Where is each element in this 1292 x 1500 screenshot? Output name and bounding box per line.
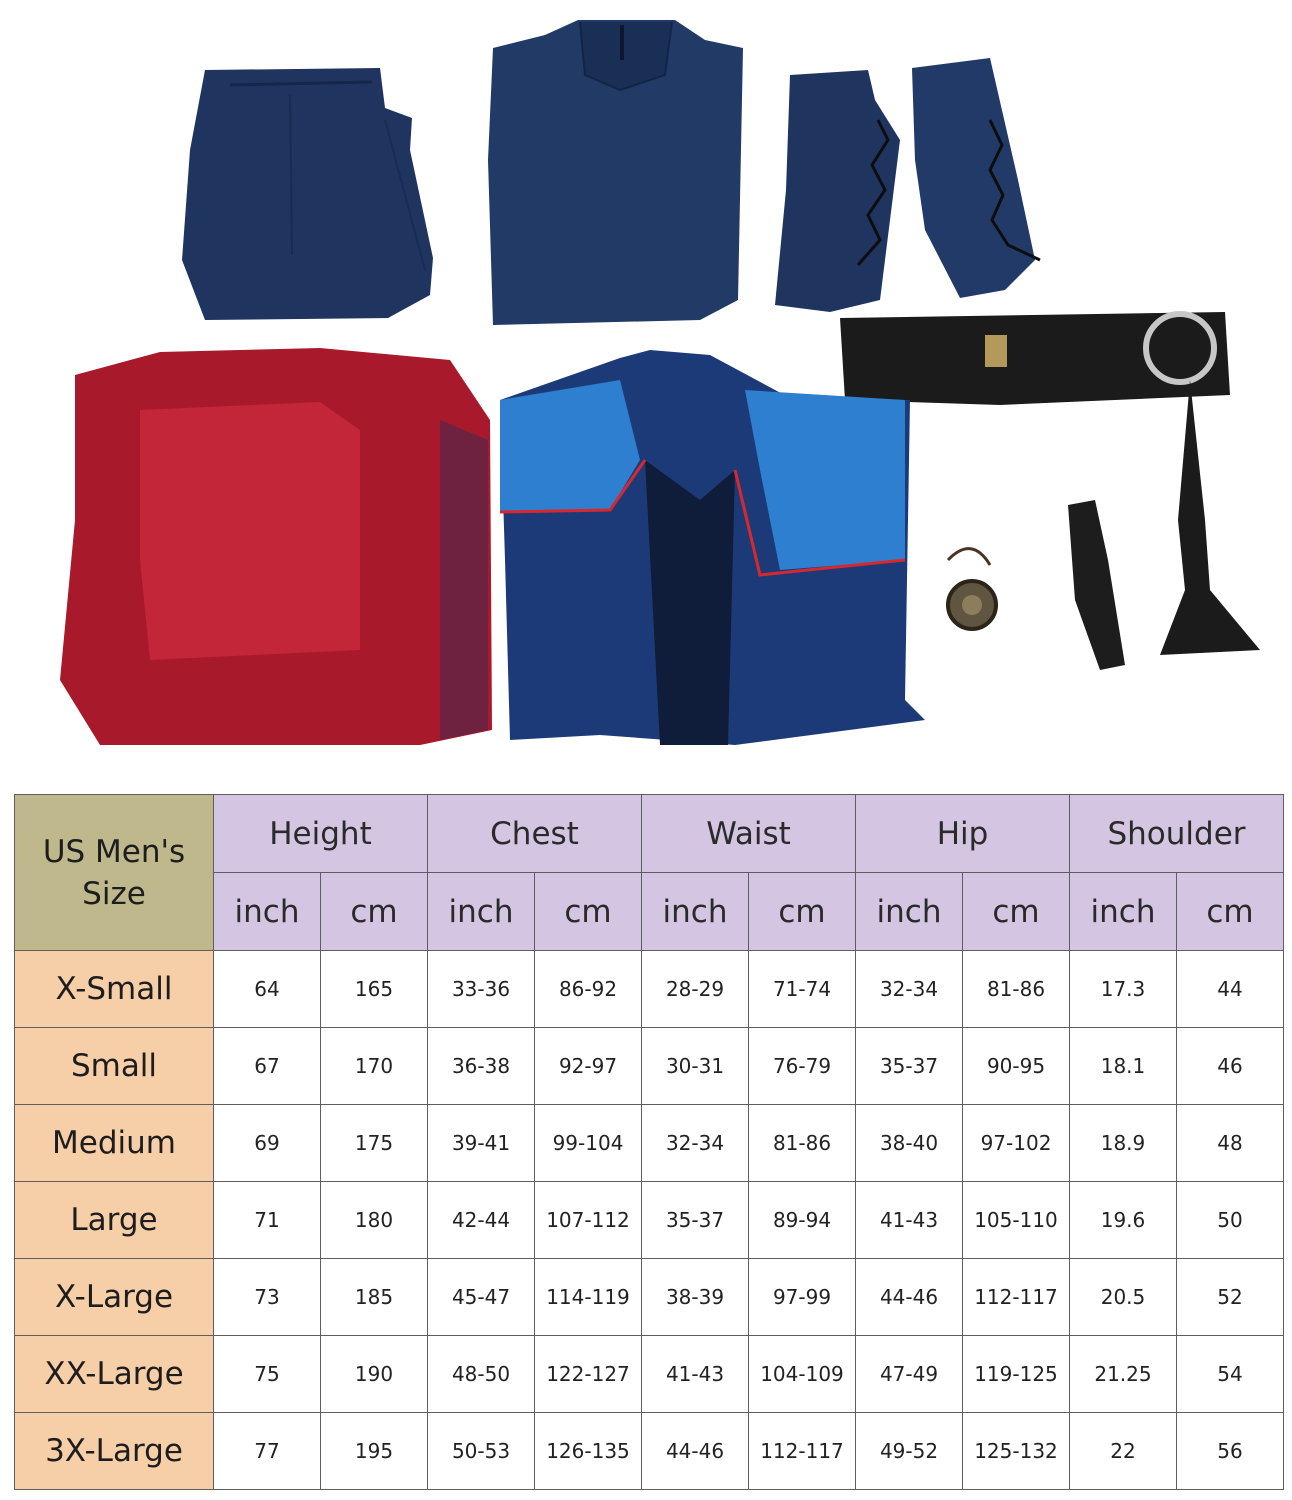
group-header-height: Height xyxy=(214,795,428,873)
unit-header: cm xyxy=(963,873,1070,951)
table-cell: 71-74 xyxy=(749,951,856,1028)
unit-header: inch xyxy=(214,873,321,951)
table-cell: 76-79 xyxy=(749,1028,856,1105)
table-cell: 18.1 xyxy=(1070,1028,1177,1105)
size-label: X-Small xyxy=(15,951,214,1028)
table-cell: 190 xyxy=(321,1336,428,1413)
table-cell: 90-95 xyxy=(963,1028,1070,1105)
bracer-icon xyxy=(775,58,1040,312)
shirt-icon xyxy=(488,20,743,325)
table-cell: 105-110 xyxy=(963,1182,1070,1259)
table-row xyxy=(15,1259,1284,1336)
table-cell: 30-31 xyxy=(642,1028,749,1105)
table-cell: 39-41 xyxy=(428,1105,535,1182)
size-label: Large xyxy=(15,1182,214,1259)
table-cell: 89-94 xyxy=(749,1182,856,1259)
amulet-icon xyxy=(948,549,996,629)
table-cell: 170 xyxy=(321,1028,428,1105)
unit-header: inch xyxy=(642,873,749,951)
table-cell: 64 xyxy=(214,951,321,1028)
size-label: XX-Large xyxy=(15,1336,214,1413)
table-cell: 46 xyxy=(1177,1028,1284,1105)
table-cell: 44-46 xyxy=(856,1259,963,1336)
table-cell: 77 xyxy=(214,1413,321,1490)
table-row xyxy=(15,951,1284,1028)
group-header-hip: Hip xyxy=(856,795,1070,873)
table-cell: 86-92 xyxy=(535,951,642,1028)
table-cell: 33-36 xyxy=(428,951,535,1028)
table-cell: 107-112 xyxy=(535,1182,642,1259)
table-cell: 175 xyxy=(321,1105,428,1182)
size-label: 3X-Large xyxy=(15,1413,214,1490)
table-cell: 104-109 xyxy=(749,1336,856,1413)
table-cell: 48 xyxy=(1177,1105,1284,1182)
table-cell: 73 xyxy=(214,1259,321,1336)
table-cell: 41-43 xyxy=(856,1182,963,1259)
table-cell: 112-117 xyxy=(749,1413,856,1490)
table-cell: 125-132 xyxy=(963,1413,1070,1490)
table-cell: 38-40 xyxy=(856,1105,963,1182)
table-cell: 54 xyxy=(1177,1336,1284,1413)
size-label: Small xyxy=(15,1028,214,1105)
table-cell: 92-97 xyxy=(535,1028,642,1105)
table-cell: 32-34 xyxy=(856,951,963,1028)
table-cell: 48-50 xyxy=(428,1336,535,1413)
table-cell: 35-37 xyxy=(856,1028,963,1105)
group-header-shoulder: Shoulder xyxy=(1070,795,1284,873)
table-row xyxy=(15,1105,1284,1182)
table-cell: 41-43 xyxy=(642,1336,749,1413)
table-cell: 50 xyxy=(1177,1182,1284,1259)
table-cell: 36-38 xyxy=(428,1028,535,1105)
table-cell: 97-102 xyxy=(963,1105,1070,1182)
table-cell: 35-37 xyxy=(642,1182,749,1259)
unit-header: cm xyxy=(535,873,642,951)
table-cell: 19.6 xyxy=(1070,1182,1177,1259)
table-row xyxy=(15,1028,1284,1105)
table-cell: 81-86 xyxy=(749,1105,856,1182)
size-chart-table xyxy=(14,794,1284,1490)
table-cell: 75 xyxy=(214,1336,321,1413)
size-header-cell xyxy=(15,795,214,951)
table-cell: 20.5 xyxy=(1070,1259,1177,1336)
table-cell: 185 xyxy=(321,1259,428,1336)
table-cell: 56 xyxy=(1177,1413,1284,1490)
table-cell: 42-44 xyxy=(428,1182,535,1259)
size-header-line-2: Size xyxy=(82,875,146,912)
group-header-row xyxy=(15,795,1284,873)
table-cell: 165 xyxy=(321,951,428,1028)
table-cell: 38-39 xyxy=(642,1259,749,1336)
size-label: X-Large xyxy=(15,1259,214,1336)
table-cell: 114-119 xyxy=(535,1259,642,1336)
table-cell: 126-135 xyxy=(535,1413,642,1490)
table-cell: 112-117 xyxy=(963,1259,1070,1336)
table-cell: 45-47 xyxy=(428,1259,535,1336)
table-cell: 119-125 xyxy=(963,1336,1070,1413)
size-label: Medium xyxy=(15,1105,214,1182)
table-cell: 67 xyxy=(214,1028,321,1105)
table-cell: 44 xyxy=(1177,951,1284,1028)
unit-header: inch xyxy=(1070,873,1177,951)
unit-header: cm xyxy=(321,873,428,951)
table-cell: 17.3 xyxy=(1070,951,1177,1028)
table-cell: 28-29 xyxy=(642,951,749,1028)
group-header-waist: Waist xyxy=(642,795,856,873)
table-cell: 50-53 xyxy=(428,1413,535,1490)
table-cell: 122-127 xyxy=(535,1336,642,1413)
table-row xyxy=(15,1336,1284,1413)
sash-icon xyxy=(1068,500,1125,670)
group-header-chest: Chest xyxy=(428,795,642,873)
table-cell: 71 xyxy=(214,1182,321,1259)
cloak-icon xyxy=(60,348,492,745)
table-cell: 18.9 xyxy=(1070,1105,1177,1182)
table-cell: 44-46 xyxy=(642,1413,749,1490)
unit-header: cm xyxy=(749,873,856,951)
trousers-icon xyxy=(182,68,433,320)
table-cell: 99-104 xyxy=(535,1105,642,1182)
table-cell: 52 xyxy=(1177,1259,1284,1336)
table-cell: 180 xyxy=(321,1182,428,1259)
unit-header: inch xyxy=(428,873,535,951)
table-row xyxy=(15,1182,1284,1259)
table-cell: 81-86 xyxy=(963,951,1070,1028)
table-cell: 49-52 xyxy=(856,1413,963,1490)
unit-header: inch xyxy=(856,873,963,951)
tunic-icon xyxy=(500,350,925,745)
table-cell: 69 xyxy=(214,1105,321,1182)
table-row xyxy=(15,1413,1284,1490)
table-cell: 47-49 xyxy=(856,1336,963,1413)
table-cell: 21.25 xyxy=(1070,1336,1177,1413)
table-cell: 195 xyxy=(321,1413,428,1490)
unit-header: cm xyxy=(1177,873,1284,951)
table-cell: 22 xyxy=(1070,1413,1177,1490)
table-cell: 97-99 xyxy=(749,1259,856,1336)
table-cell: 32-34 xyxy=(642,1105,749,1182)
size-header-line-1: US Men's xyxy=(42,833,186,870)
